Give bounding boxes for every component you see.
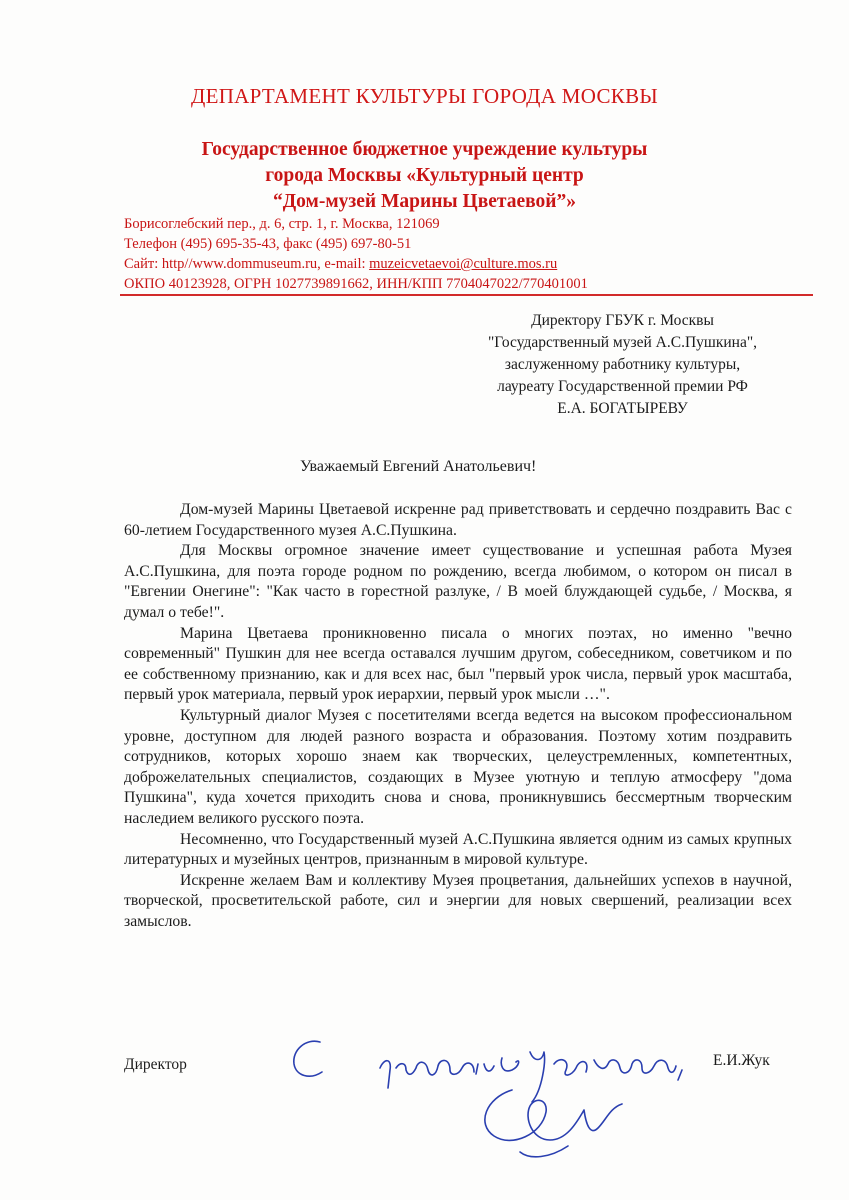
organization-name <box>0 137 849 215</box>
signatory-title: Директор <box>124 1056 187 1073</box>
org-line: “Дом-музей Марины Цветаевой”» <box>273 191 576 212</box>
org-line: города Москвы «Культурный центр <box>265 165 584 186</box>
handwriting-stroke <box>294 1041 322 1076</box>
handwritten-signature <box>280 1028 710 1168</box>
body-paragraph: Искренне желаем Вам и коллективу Музея процветания, дальнейших успехов в научной, творческой, просветительской работе, сил и энергии для новых свершений, реализации всех замыслов. <box>124 871 792 930</box>
body-paragraph: Дом-музей Марины Цветаевой искренне рад приветствовать и сердечно поздравить Вас с 60-летием Государственного музея А.С.Пушкина. <box>124 501 792 539</box>
department-header: ДЕПАРТАМЕНТ КУЛЬТУРЫ ГОРОДА МОСКВЫ <box>190 84 659 108</box>
handwriting-stroke <box>520 1146 568 1157</box>
website: Сайт: http//www.dommuseum.ru, e-mail: <box>124 256 370 272</box>
email-link[interactable]: muzeicvetaevoi@culture.mos.ru <box>369 256 558 272</box>
addressee-line: "Государственный музей А.С.Пушкина", <box>487 334 758 351</box>
handwriting-stroke <box>530 1052 682 1102</box>
handwriting-stroke <box>485 1090 622 1140</box>
address: Борисоглебский пер., д. 6, стр. 1, г. Москва, 121069 <box>124 216 440 232</box>
addressee-line: лауреату Государственной премии РФ <box>497 378 748 395</box>
greeting: Уважаемый Евгений Анатольевич! <box>300 458 537 475</box>
addressee-line: Директору ГБУК г. Москвы <box>531 312 714 329</box>
handwriting-stroke <box>380 1058 519 1088</box>
registration-codes: ОКПО 40123928, ОГРН 1027739891662, ИНН/КПП 7704047022/770401001 <box>124 276 588 292</box>
website-email <box>124 254 588 274</box>
contact-block <box>124 214 588 294</box>
phone: Телефон (495) 695-35-43, факс (495) 697-80-51 <box>124 236 412 252</box>
letter-body <box>124 500 792 932</box>
addressee-block <box>0 310 829 420</box>
body-paragraph: Марина Цветаева проникновенно писала о многих поэтах, но именно "вечно современный" Пушкин для нее всегда оставался лучшим другом, собеседником, советчиком и по ее собственному признанию, как и для всех нас, был "первый урок числа, первый урок масштаба, первый урок материала, первый урок иерархии, первый урок мысли …". <box>124 624 792 704</box>
body-paragraph: Культурный диалог Музея с посетителями всегда ведется на высоком профессиональном уровне, доступном для людей разного возраста и образования. Поэтому хотим поздравить сотрудников, которых хорошо знаем как творческих, целеустремленных, компетентных, доброжелательных специалистов, создающих в Музее уютную и теплую атмосферу "дома Пушкина", куда хочется приходить снова и снова, проникнувшись бессмертным творческим наследием великого русского поэта. <box>124 706 792 827</box>
org-line: Государственное бюджетное учреждение культуры <box>201 139 648 160</box>
letterhead-divider <box>120 294 813 296</box>
addressee-line: заслуженному работнику культуры, <box>504 356 741 373</box>
body-paragraph: Несомненно, что Государственный музей А.С.Пушкина является одним из самых крупных литературных и музейных центров, признанным в мировой культуре. <box>124 830 792 869</box>
body-paragraph: Для Москвы огромное значение имеет существование и успешная работа Музея А.С.Пушкина, для поэта городе родном по рождению, всегда любимом, о котором он писал в "Евгении Онегине": "Как часто в горестной разлуке, / В моей блуждающей судьбе, / Москва, я думал о тебе!". <box>124 542 792 621</box>
addressee-line: Е.А. БОГАТЫРЕВУ <box>557 400 688 417</box>
signatory-name: Е.И.Жук <box>713 1052 770 1069</box>
